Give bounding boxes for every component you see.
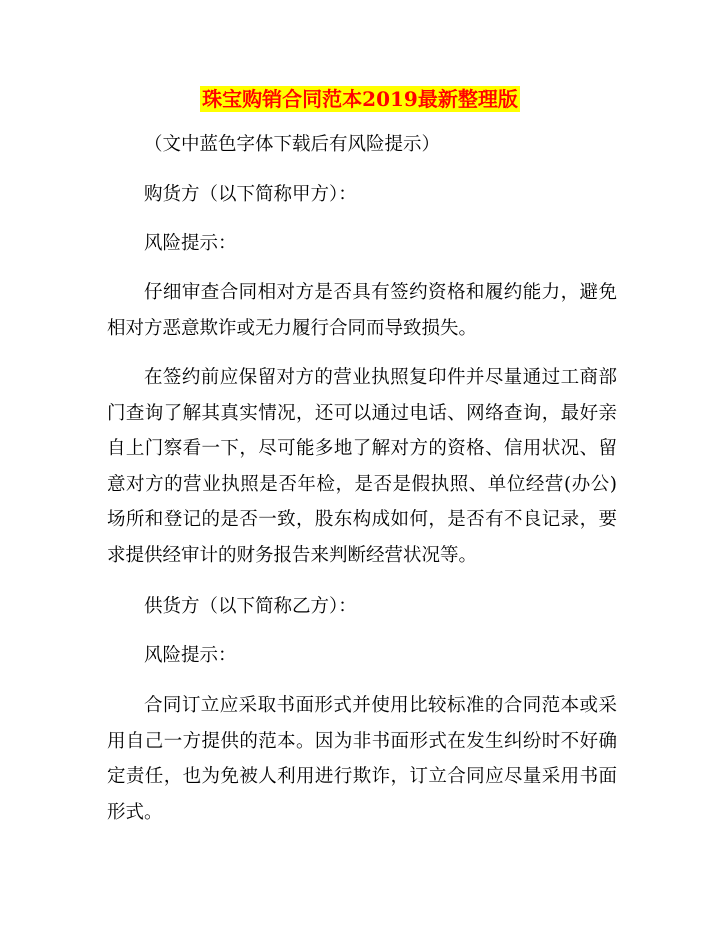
seller-label: 供货方（以下简称乙方）： [144,596,357,617]
risk-text-buyer-2: 在签约前应保留对方的营业执照复印件并尽量通过工商部门查询了解其真实情况，还可以通过电话、网络查询，最好亲自上门察看一下，尽可能多地了解对方的资格、信用状况、留意对方的营业执照是否年检，是否是假执照、单位经营(办公)场所和登记的是否一致，股东构成如何，是否有不良记录，要求提供经审计的财务报告来判断经营状况等。 [107,367,617,566]
buyer-label: 购货方（以下简称甲方）： [144,184,357,205]
risk-text-seller: 合同订立应采取书面形式并使用比较标准的合同范本或采用自己一方提供的范本。因为非书面形式在发生纠纷时不好确定责任，也为免被人利用进行欺诈，订立合同应尽量采用书面形式。 [107,695,617,823]
risk-text-buyer-1: 仔细审查合同相对方是否具有签约资格和履约能力，避免相对方恶意欺诈或无力履行合同而导致损失。 [107,282,617,339]
download-note: （文中蓝色字体下载后有风险提示） [144,134,441,155]
risk-label-buyer: 风险提示： [144,233,237,254]
risk-label-seller: 风险提示： [144,645,237,666]
title-container [0,86,720,112]
document-title: 珠宝购销合同范本2019最新整理版 [202,87,518,111]
